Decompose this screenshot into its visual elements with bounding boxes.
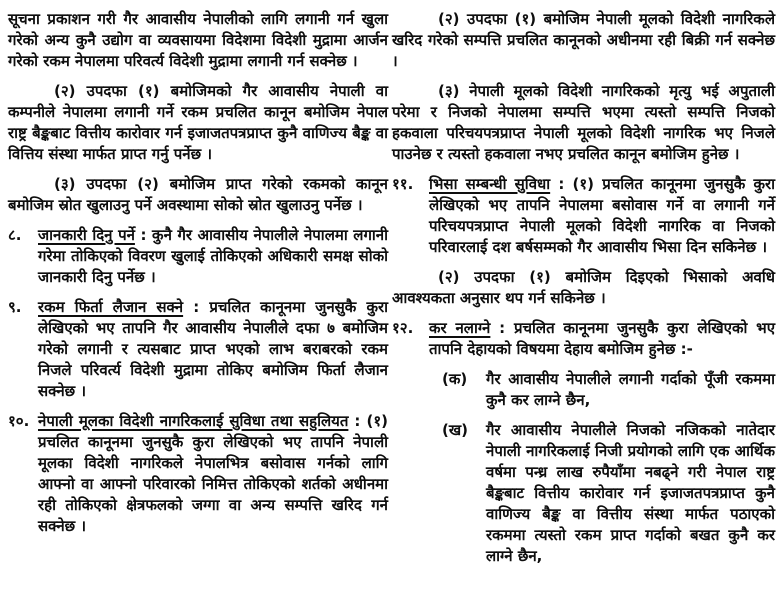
section-11-heading: भिसा सम्बन्धी सुविधा: [429, 175, 551, 193]
section-9-text: [38, 297, 388, 402]
section-8-heading: जानकारी दिनु पर्ने: [38, 226, 135, 244]
section-9-heading: रकम फिर्ता लैजान सक्ने: [38, 298, 184, 316]
list-item-ka: [442, 369, 775, 411]
section-8-body: : कुनै गैर आवासीय नेपालीले नेपालमा लगानी गरेमा तोकिएको विवरण खुलाई तोकिएको अधिकारी समक्ष सोको जानकारी दिनु पर्नेछ ।: [38, 226, 388, 286]
subsection-paragraph-2-right: (२) उपदफा (१) बमोजिम नेपाली मूलको विदेशी नागरिकले खरिद गरेको सम्पत्ति प्रचलित कानूनको अधीनमा रही बिक्री गर्न सक्नेछ ।: [392, 10, 775, 70]
section-10: [8, 411, 388, 537]
section-12-heading: कर नलाग्ने: [429, 319, 491, 337]
section-10-text: [38, 411, 388, 537]
section-11-number: ११.: [392, 175, 414, 193]
section-9: [8, 297, 388, 402]
left-column: [8, 9, 388, 609]
subsection-paragraph-3: (३) उपदफा (२) बमोजिम प्राप्त गरेको रकमको कानून बमोजिम स्रोत खुलाउनु पर्ने अवस्थामा सोको स्रोत खुलाउनु पर्नेछ ।: [8, 175, 388, 214]
section-12-number: १२.: [392, 319, 414, 337]
subsection-paragraph-11-2: (२) उपदफा (१) बमोजिम दिइएको भिसाको अवधि आवश्यकता अनुसार थप गर्न सकिनेछ ।: [392, 268, 775, 307]
section-10-number: १०.: [8, 412, 30, 430]
list-item-ka-text: गैर आवासीय नेपालीले लगानी गर्दाको पूँजी रकममा कुनै कर लाग्ने छैन,: [486, 370, 775, 409]
list-item-kha-label: (ख): [442, 421, 468, 439]
section-12-body: : प्रचलित कानूनमा जुनसुकै कुरा लेखिएको भए तापनि देहायको विषयमा देहाय बमोजिम हुनेछ :-: [429, 319, 775, 358]
section-11-body: : (१) प्रचलित कानूनमा जुनसुकै कुरा लेखिएको भए तापनि नेपालमा बसोवास गर्ने वा लगानी गर्ने परिचयपत्रप्राप्त नेपाली मूलको विदेशी नागरिक वा निजको परिवारलाई दश बर्षसम्मको गैर आवासीय भिसा दिन सकिनेछ ।: [429, 175, 775, 256]
section-12-text: [429, 318, 775, 360]
subsection-paragraph-3-right: (३) नेपाली मूलको विदेशी नागरिकको मृत्यु भई अपुताली परेमा र निजको नेपालमा सम्पत्ति भएमा त्यस्तो सम्पत्ति निजको हकवाला परिचयपत्रप्राप्त नेपाली मूलको विदेशी नागरिक भए निजले पाउनेछ र त्यस्तो हकवाला नभए प्रचलित कानून बमोजिम हुनेछ ।: [392, 82, 775, 163]
section-11: [392, 174, 775, 258]
subsection-paragraph-2: (२) उपदफा (१) बमोजिमको गैर आवासीय नेपाली वा कम्पनीले नेपालमा लगानी गर्ने रकम प्रचलित कानून बमोजिम नेपाल राष्ट्र बैङ्कबाट वित्तीय कारोवार गर्न इजाजतपत्रप्राप्त कुनै वाणिज्य बैङ्क वा वित्तिय संस्था मार्फत प्राप्त गर्नु पर्नेछ ।: [8, 82, 388, 163]
list-item-kha: [442, 420, 775, 567]
section-10-body: : (१) प्रचलित कानूनमा जुनसुकै कुरा लेखिएको भए तापनि नेपाली मूलका विदेशी नागरिकले नेपालभित्र बसोवास गर्नको लागि आफ्नो वा आफ्नो परिवारको निमित्त तोकिएको शर्तको अधीनमा रही तोकिएको क्षेत्रफलको जग्गा वा अन्य सम्पत्ति खरिद गर्न सक्नेछ ।: [38, 412, 388, 535]
paragraph-continuation: सूचना प्रकाशन गरी गैर आवासीय नेपालीको लागि लगानी गर्न खुला गरेको अन्य कुनै उद्योग वा व्यवसायमा विदेशमा विदेशी मुद्रामा आर्जन गरेको रकम नेपालमा परिवर्त्य विदेशी मुद्रामा लगानी गर्न सक्नेछ ।: [8, 10, 388, 70]
right-column: [392, 9, 775, 609]
list-item-ka-label: (क): [442, 370, 468, 388]
section-12: [392, 318, 775, 360]
section-11-text: [429, 174, 775, 258]
section-8-number: ८.: [8, 226, 22, 244]
section-9-body: : प्रचलित कानूनमा जुनसुकै कुरा लेखिएको भए तापनि गैर आवासीय नेपालीले दफा ७ बमोजिम गरेको लगानी र त्यसबाट प्राप्त भएको लाभ बराबरको रकम निजले परिवर्त्य विदेशी मुद्रामा तोकिए बमोजिम फिर्ता लैजान सक्नेछ ।: [38, 298, 389, 400]
section-8: [8, 225, 388, 288]
section-10-heading: नेपाली मूलका विदेशी नागरिकलाई सुविधा तथा सहुलियत: [38, 412, 349, 430]
list-item-kha-text: गैर आवासीय नेपालीले निजको नजिकको नातेदार नेपाली नागरिकलाई निजी प्रयोगको लागि एक आर्थिक वर्षमा पन्ध्र लाख रुपैयाँमा नबढ्ने गरी नेपाल राष्ट्र बैङ्कबाट वित्तीय कारोवार गर्न इजाजतपत्रप्राप्त कुनै वाणिज्य बैङ्क वा वित्तीय संस्था मार्फत पठाएको रकममा त्यस्तो रकम प्राप्त गर्दाको बखत कुनै कर लाग्ने छैन,: [486, 421, 775, 565]
section-9-number: ९.: [8, 298, 22, 316]
section-8-text: [38, 225, 388, 288]
